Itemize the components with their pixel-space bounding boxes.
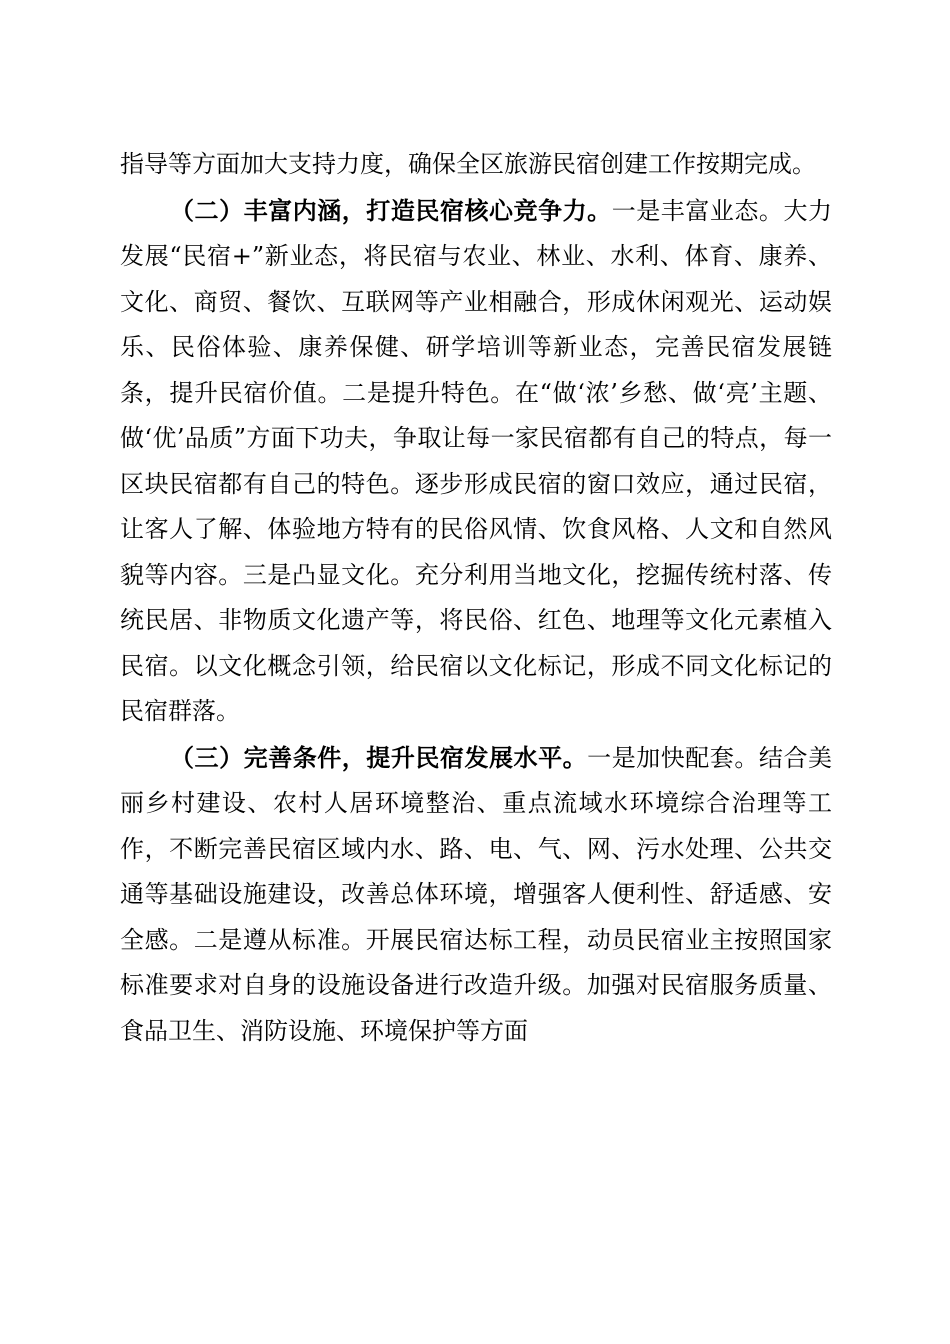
section-2-paragraph [120,188,832,735]
section-2-body: 一是丰富业态。大力发展“民宿+”新业态，将民宿与农业、林业、水利、体育、康养、文化、商贸、餐饮、互联网等产业相融合，形成休闲观光、运动娱乐、民俗体验、康养保健、研学培训等新业态，完善民宿发展链条，提升民宿价值。二是提升特色。在“做‘浓’乡愁、做‘亮’主题、做‘优’品质”方面下功夫，争取让每一家民宿都有自己的特点，每一区块民宿都有自己的特色。逐步形成民宿的窗口效应，通过民宿，让客人了解、体验地方特有的民俗风情、饮食风格、人文和自然风貌等内容。三是凸显文化。充分利用当地文化，挖掘传统村落、传统民居、非物质文化遗产等，将民俗、红色、地理等文化元素植入民宿。以文化概念引领，给民宿以文化标记，形成不同文化标记的民宿群落。 [120,196,833,725]
section-2-heading: （二）丰富内涵，打造民宿核心竞争力。 [170,195,612,225]
section-3-heading: （三）完善条件，提升民宿发展水平。 [170,742,588,772]
section-3-paragraph [120,735,832,1055]
continuation-paragraph: 指导等方面加大支持力度，确保全区旅游民宿创建工作按期完成。 [120,150,816,178]
document-body [120,142,832,1054]
section-3-body: 一是加快配套。结合美丽乡村建设、农村人居环境整治、重点流域水环境综合治理等工作，不断完善民宿区域内水、路、电、气、网、污水处理、公共交通等基础设施建设，改善总体环境，增强客人便利性、舒适感、安全感。二是遵从标准。开展民宿达标工程，动员民宿业主按照国家标准要求对自身的设施设备进行改造升级。加强对民宿服务质量、食品卫生、消防设施、环境保护等方面 [120,743,833,1045]
